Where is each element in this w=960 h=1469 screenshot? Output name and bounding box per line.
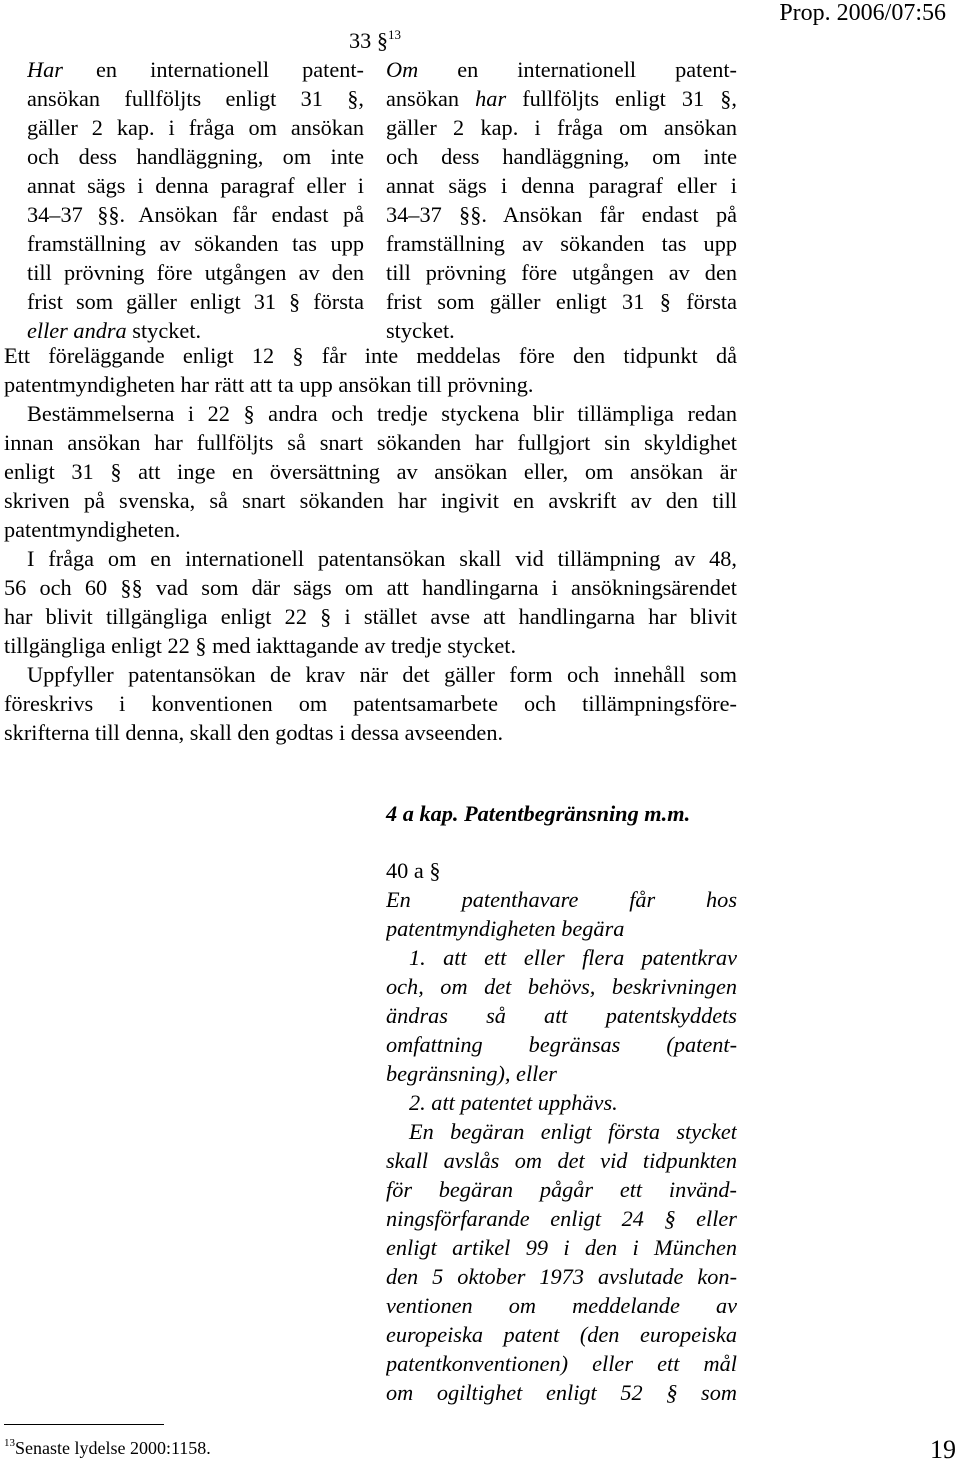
proposed-text-line: stycket. [386,318,455,343]
paragraph-line: enligt 31 § att inge en översättning av ansökan eller, om ansökan är [4,459,737,484]
current-text-line: ansökan fullföljts enligt 31 §, [27,86,364,111]
section-40a-line: enligt artikel 99 i den i München [386,1235,737,1260]
current-text-line: Har en internationell patent- [27,57,364,82]
section-40a-line: skall avslås om det vid tidpunkten [386,1148,737,1173]
paragraph-line: patentmyndigheten har rätt att ta upp ansökan till prövning. [4,372,534,397]
proposed-text-line: framställning av sökanden tas upp [386,231,737,256]
current-text-line: framställning av sökanden tas upp [27,231,364,256]
paragraph-line: skrifterna till denna, skall den godtas i dessa avseenden. [4,720,504,745]
proposed-text-line: till prövning före utgången av den [386,260,737,285]
paragraph-line: föreskrivs i konventionen om patentsamarbete och tillämpningsföre- [4,691,737,716]
section-40a-line: den 5 oktober 1973 avslutade kon- [386,1264,737,1289]
footnote-text: Senaste lydelse 2000:1158. [15,1438,211,1458]
current-text-line: annat sägs i denna paragraf eller i [27,173,364,198]
proposed-text-line: 34–37 §§. Ansökan får endast på [386,202,737,227]
paragraph-line: Uppfyller patentansökan de krav när det gäller form och innehåll som [27,662,737,687]
paragraph-line: Bestämmelserna i 22 § andra och tredje styckena blir tillämpliga redan [27,401,737,426]
proposed-text-line: och dess handläggning, om inte [386,144,737,169]
section-40a-line: ningsförfarande enligt 24 § eller [386,1206,737,1231]
paragraph-line: skriven på svenska, så snart sökanden har ingivit en avskrift av den till [4,488,737,513]
current-text-line: 34–37 §§. Ansökan får endast på [27,202,364,227]
section-40a-line: En begäran enligt första stycket [409,1119,737,1144]
footnote-divider [4,1424,164,1425]
page-number: 19 [930,1435,956,1464]
current-text-line: eller andra stycket. [27,318,202,343]
section-40a-line: ändras så att patentskyddets [386,1003,737,1028]
proposed-text-line: frist som gäller enligt 31 § första [386,289,737,314]
paragraph-line: innan ansökan har fullföljts så snart sökanden har fullgjort sin skyldighet [4,430,737,455]
section-number: 33 § [349,28,389,53]
paragraph-line: har blivit tillgängliga enligt 22 § i stället avse att handlingarna har blivit [4,604,737,629]
section-40a-line: 1. att ett eller flera patentkrav [409,945,737,970]
footnote-mark: 13 [4,1437,15,1449]
section-40a-text [386,885,737,1407]
proposed-text-line: gäller 2 kap. i fråga om ansökan [386,115,737,140]
section-40a-line: om ogiltighet enligt 52 § som [386,1380,737,1405]
section-40a-line: patentkonventionen) eller ett mål [386,1351,737,1376]
section-40a-line: europeiska patent (den europeiska [386,1322,737,1347]
section-40a-line: omfattning begränsas (patent- [386,1032,737,1057]
paragraph-line: tillgängliga enligt 22 § med iakttagande av tredje stycket. [4,633,517,658]
current-wording-column [27,55,364,345]
current-text-line: frist som gäller enligt 31 § första [27,289,364,314]
body-text [4,341,737,747]
section-40a-line: En patenthavare får hos [386,887,737,912]
proposed-text-line: annat sägs i denna paragraf eller i [386,173,737,198]
paragraph-line: patentmyndigheten. [4,517,181,542]
proposed-text-line: ansökan har fullföljts enligt 31 §, [386,86,737,111]
paragraph-line: I fråga om en internationell patentansökan skall vid tillämpning av 48, [27,546,737,571]
section-40a-line: patentmyndigheten begära [386,916,625,941]
current-text-line: och dess handläggning, om inte [27,144,364,169]
footnote [4,1437,211,1459]
section-heading-33 [349,26,401,55]
current-text-line: till prövning före utgången av den [27,260,364,285]
paragraph-line: 56 och 60 §§ vad som där sägs om att handlingarna i ansökningsärendet [4,575,737,600]
proposed-text-line: Om en internationell patent- [386,57,737,82]
section-40a-line: ventionen om meddelande av [386,1293,737,1318]
current-text-line: gäller 2 kap. i fråga om ansökan [27,115,364,140]
footnote-reference: 13 [388,27,402,42]
section-40a-line: för begäran pågår ett invänd- [386,1177,737,1202]
proposed-wording-column [386,55,737,345]
document-reference: Prop. 2006/07:56 [779,0,946,26]
section-40a-line: begränsning), eller [386,1061,557,1086]
section-40a-line: 2. att patentet upphävs. [409,1090,618,1115]
paragraph-line: Ett föreläggande enligt 12 § får inte meddelas före den tidpunkt då [4,343,737,368]
section-heading-40a: 40 a § [386,858,441,883]
section-40a-line: och, om det behövs, beskrivningen [386,974,737,999]
chapter-heading: 4 a kap. Patentbegränsning m.m. [386,801,691,826]
